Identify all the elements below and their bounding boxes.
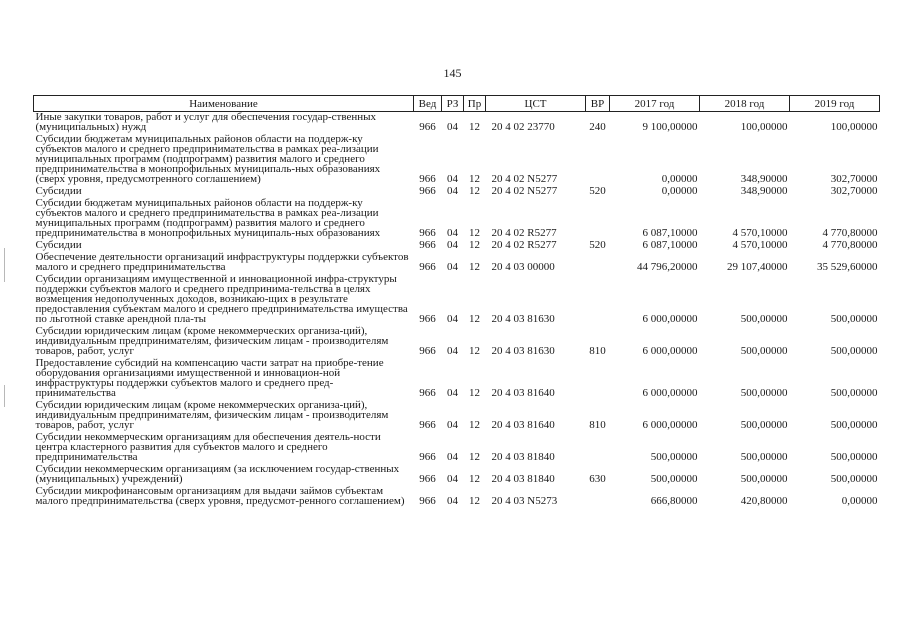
row-rz: 04: [447, 451, 458, 463]
margin-mark: [4, 248, 5, 282]
row-vr: [586, 198, 610, 240]
row-2018: 500,00000: [740, 451, 788, 463]
row-cst: 20 4 03 81840: [491, 451, 555, 463]
row-ved: 966: [419, 345, 436, 357]
row-vr: 810: [589, 419, 606, 431]
row-cst: 20 4 03 00000: [491, 261, 555, 273]
row-2017: 6 000,00000: [642, 387, 698, 399]
row-2017: 0,00000: [661, 185, 698, 197]
row-pr: 12: [469, 121, 480, 133]
row-ved: 966: [419, 473, 436, 485]
column-header-ved: Вед: [414, 96, 442, 112]
column-header-2019: 2019 год: [790, 96, 880, 112]
row-ved: 966: [419, 121, 436, 133]
row-2017: 0,00000: [661, 173, 698, 185]
row-2019: 500,00000: [830, 313, 878, 325]
row-vr: 520: [589, 185, 606, 197]
row-name: Субсидии: [35, 185, 82, 197]
row-pr: 12: [469, 495, 480, 507]
row-ved: 966: [419, 173, 436, 185]
row-rz: 04: [447, 227, 458, 239]
row-2019: 100,00000: [830, 121, 878, 133]
row-2018: 500,00000: [740, 345, 788, 357]
row-2018: 500,00000: [740, 419, 788, 431]
row-cst: 20 4 03 N5273: [491, 495, 558, 507]
row-2019: 4 770,80000: [822, 239, 878, 251]
row-2017: 500,00000: [650, 473, 698, 485]
row-name: Субсидии бюджетам муниципальных районов области на поддерж-ку субъектов малого и среднего предпринимательства в рамках реа-лизации муниципальных программ (подпрограмм) развития малого и среднего предпринимательства в монопрофильных муниципаль-ных образованиях (сверх уровня, предусмотренного соглашением): [35, 133, 381, 185]
row-name: Субсидии юридическим лицам (кроме некоммерческих организа-ций), индивидуальным предпринимателям, физическим лицам - производителям товаров, работ, услуг: [35, 399, 389, 431]
table-row: [34, 112, 880, 135]
row-vr: [586, 134, 610, 186]
row-pr: 12: [469, 387, 480, 399]
row-name: Субсидии некоммерческим организациям для обеспечения деятель-ности центра кластерного развития для субъектов малого и среднего предпринимательства: [35, 431, 381, 463]
table-row: [34, 486, 880, 508]
column-header-vr: ВР: [586, 96, 610, 112]
row-ved: 966: [419, 261, 436, 273]
table-row: [34, 252, 880, 274]
row-name: Обеспечение деятельности организаций инфраструктуры поддержки субъектов малого и среднего предпринимательства: [35, 251, 409, 273]
row-2017: 6 087,10000: [642, 239, 698, 251]
table-row: [34, 400, 880, 432]
table-row: [34, 198, 880, 240]
row-cst: 20 4 02 N5277: [491, 173, 558, 185]
row-2019: 0,00000: [841, 495, 878, 507]
row-cst: 20 4 03 81640: [491, 387, 555, 399]
row-2019: 302,70000: [830, 173, 878, 185]
row-2018: 348,90000: [740, 173, 788, 185]
row-2019: 500,00000: [830, 345, 878, 357]
row-pr: 12: [469, 451, 480, 463]
row-vr: 630: [589, 473, 606, 485]
column-header-pr: Пр: [464, 96, 486, 112]
table-row: [34, 464, 880, 486]
row-cst: 20 4 02 R5277: [491, 239, 557, 251]
row-vr: [586, 432, 610, 464]
row-vr: [586, 358, 610, 400]
row-rz: 04: [447, 495, 458, 507]
row-vr: 240: [589, 121, 606, 133]
row-rz: 04: [447, 313, 458, 325]
margin-mark: [4, 385, 5, 407]
table-row: [34, 274, 880, 326]
row-2018: 4 570,10000: [732, 227, 788, 239]
row-ved: 966: [419, 495, 436, 507]
table-row: [34, 432, 880, 464]
budget-table: [33, 95, 880, 508]
row-ved: 966: [419, 227, 436, 239]
row-pr: 12: [469, 313, 480, 325]
row-rz: 04: [447, 185, 458, 197]
column-header-rz: РЗ: [442, 96, 464, 112]
row-ved: 966: [419, 387, 436, 399]
row-2019: 500,00000: [830, 419, 878, 431]
column-header-2018: 2018 год: [700, 96, 790, 112]
row-2019: 35 529,60000: [817, 261, 878, 273]
row-rz: 04: [447, 419, 458, 431]
row-ved: 966: [419, 419, 436, 431]
row-2017: 666,80000: [650, 495, 698, 507]
row-ved: 966: [419, 239, 436, 251]
row-2019: 500,00000: [830, 451, 878, 463]
row-2018: 420,80000: [740, 495, 788, 507]
row-name: Иные закупки товаров, работ и услуг для обеспечения государ-ственных (муниципальных) нужд: [35, 111, 377, 133]
row-2018: 29 107,40000: [727, 261, 788, 273]
row-2019: 302,70000: [830, 185, 878, 197]
row-2019: 500,00000: [830, 387, 878, 399]
row-2017: 6 000,00000: [642, 313, 698, 325]
table-body: [34, 112, 880, 509]
row-vr: [586, 274, 610, 326]
row-2018: 500,00000: [740, 313, 788, 325]
row-pr: 12: [469, 419, 480, 431]
row-cst: 20 4 02 N5277: [491, 185, 558, 197]
row-name: Субсидии юридическим лицам (кроме некоммерческих организа-ций), индивидуальным предпринимателям, физическим лицам - производителям товаров, работ, услуг: [35, 325, 389, 357]
row-rz: 04: [447, 121, 458, 133]
row-rz: 04: [447, 473, 458, 485]
row-cst: 20 4 03 81630: [491, 313, 555, 325]
row-name: Субсидии: [35, 239, 82, 251]
page-number: 145: [443, 66, 462, 80]
row-2017: 500,00000: [650, 451, 698, 463]
row-pr: 12: [469, 261, 480, 273]
column-header-name: Наименование: [34, 96, 414, 112]
row-ved: 966: [419, 313, 436, 325]
row-vr: 520: [589, 239, 606, 251]
row-cst: 20 4 02 23770: [491, 121, 555, 133]
row-name: Субсидии организациям имущественной и инновационной инфра-структуры поддержки субъектов малого и среднего предпринима-тельства в целях возмещения недополученных доходов, возникаю-щих в результате предоставления субъектам малого и среднего предпринимательства имущества по льготной ставке арендной пла-ты: [35, 273, 408, 325]
row-rz: 04: [447, 239, 458, 251]
row-cst: 20 4 02 R5277: [491, 227, 557, 239]
row-2018: 500,00000: [740, 473, 788, 485]
row-ved: 966: [419, 185, 436, 197]
row-name: Предоставление субсидий на компенсацию части затрат на приобре-тение оборудования организациями имущественной и инновацион-ной инфраструктуры поддержки субъектов малого и среднего пред-принимательства: [35, 357, 384, 399]
row-pr: 12: [469, 173, 480, 185]
row-vr: [586, 252, 610, 274]
row-cst: 20 4 03 81640: [491, 419, 555, 431]
row-name: Субсидии микрофинансовым организациям для выдачи займов субъектам малого предпринимательства (сверх уровня, предусмот-ренного соглашением): [35, 485, 405, 507]
row-pr: 12: [469, 473, 480, 485]
row-vr: 810: [589, 345, 606, 357]
row-rz: 04: [447, 345, 458, 357]
row-2018: 348,90000: [740, 185, 788, 197]
table-row: [34, 358, 880, 400]
row-2017: 44 796,20000: [637, 261, 698, 273]
row-2017: 6 000,00000: [642, 419, 698, 431]
row-rz: 04: [447, 387, 458, 399]
row-2017: 6 000,00000: [642, 345, 698, 357]
column-header-cst: ЦСТ: [486, 96, 586, 112]
table-row: [34, 326, 880, 358]
row-2019: 4 770,80000: [822, 227, 878, 239]
row-rz: 04: [447, 173, 458, 185]
column-header-2017: 2017 год: [610, 96, 700, 112]
row-pr: 12: [469, 239, 480, 251]
row-pr: 12: [469, 227, 480, 239]
row-name: Субсидии бюджетам муниципальных районов области на поддерж-ку субъектов малого и среднего предпринимательства в рамках реа-лизации муниципальных программ (подпрограмм) развития малого и среднего предпринимательства в монопрофильных муниципаль-ных образованиях: [35, 197, 381, 239]
row-2017: 9 100,00000: [642, 121, 698, 133]
row-2019: 500,00000: [830, 473, 878, 485]
row-2018: 4 570,10000: [732, 239, 788, 251]
row-pr: 12: [469, 345, 480, 357]
row-rz: 04: [447, 261, 458, 273]
row-cst: 20 4 03 81840: [491, 473, 555, 485]
row-pr: 12: [469, 185, 480, 197]
row-2018: 500,00000: [740, 387, 788, 399]
row-cst: 20 4 03 81630: [491, 345, 555, 357]
table-row: [34, 134, 880, 186]
row-name: Субсидии некоммерческим организациям (за исключением государ-ственных (муниципальных) учреждений): [35, 463, 400, 485]
table-header-row: [34, 96, 880, 112]
row-2017: 6 087,10000: [642, 227, 698, 239]
row-vr: [586, 486, 610, 508]
row-ved: 966: [419, 451, 436, 463]
row-2018: 100,00000: [740, 121, 788, 133]
